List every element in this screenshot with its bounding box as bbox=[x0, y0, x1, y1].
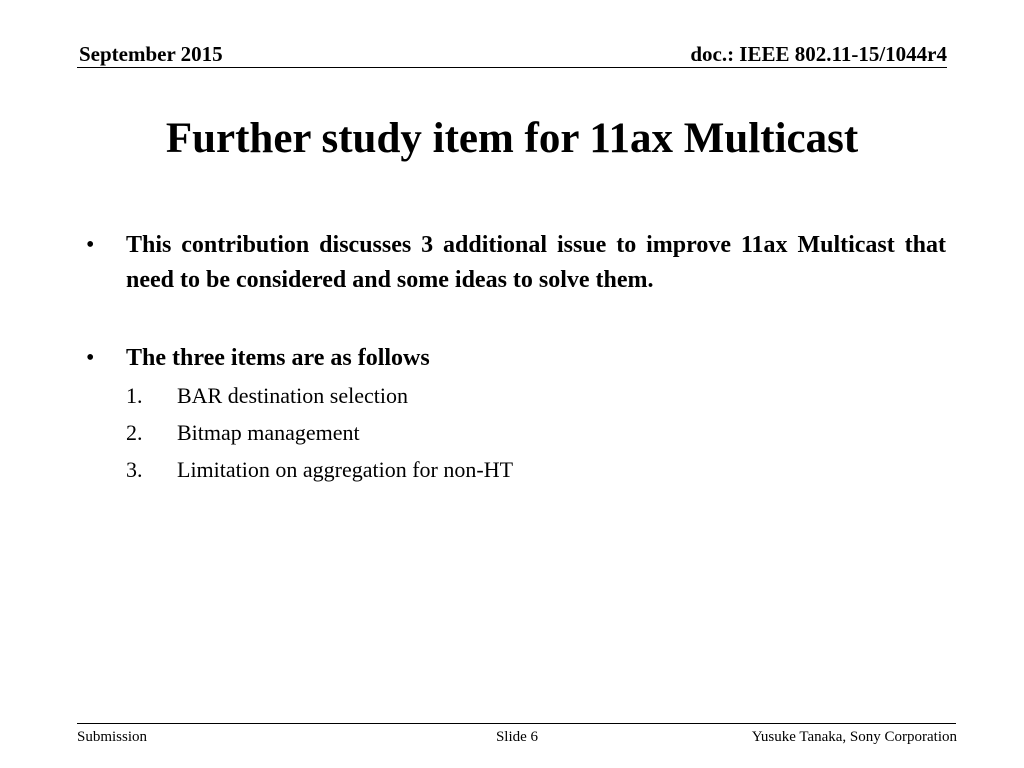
bullet-marker: • bbox=[86, 232, 95, 258]
list-number: 1. bbox=[126, 383, 143, 408]
footer-divider bbox=[77, 723, 956, 724]
header-doc-id: doc.: IEEE 802.11-15/1044r4 bbox=[690, 42, 947, 66]
numbered-list-item bbox=[126, 451, 946, 488]
list-item-text: Limitation on aggregation for non-HT bbox=[177, 457, 514, 482]
footer-author: Yusuke Tanaka, Sony Corporation bbox=[751, 729, 957, 745]
list-number: 2. bbox=[126, 420, 143, 445]
list-item-text: Bitmap management bbox=[177, 420, 360, 445]
numbered-list bbox=[86, 377, 946, 488]
footer-slide-number: Slide 6 bbox=[495, 729, 539, 745]
bullet-item bbox=[86, 341, 946, 376]
numbered-list-item bbox=[126, 377, 946, 414]
footer-submission: Submission bbox=[77, 729, 148, 745]
list-item-text: BAR destination selection bbox=[177, 383, 408, 408]
list-number: 3. bbox=[126, 457, 143, 482]
slide-title: Further study item for 11ax Multicast bbox=[165, 115, 859, 162]
bullet-text: This contribution discusses 3 additional issue to improve 11ax Multicast that need to be considered and some ideas to solve them. bbox=[126, 232, 946, 293]
slide-body bbox=[86, 228, 946, 488]
header-date: September 2015 bbox=[79, 42, 223, 66]
bullet-marker: • bbox=[86, 345, 95, 371]
bullet-item bbox=[86, 228, 946, 298]
header-divider bbox=[77, 67, 947, 68]
bullet-text: The three items are as follows bbox=[126, 345, 430, 371]
numbered-list-item bbox=[126, 414, 946, 451]
